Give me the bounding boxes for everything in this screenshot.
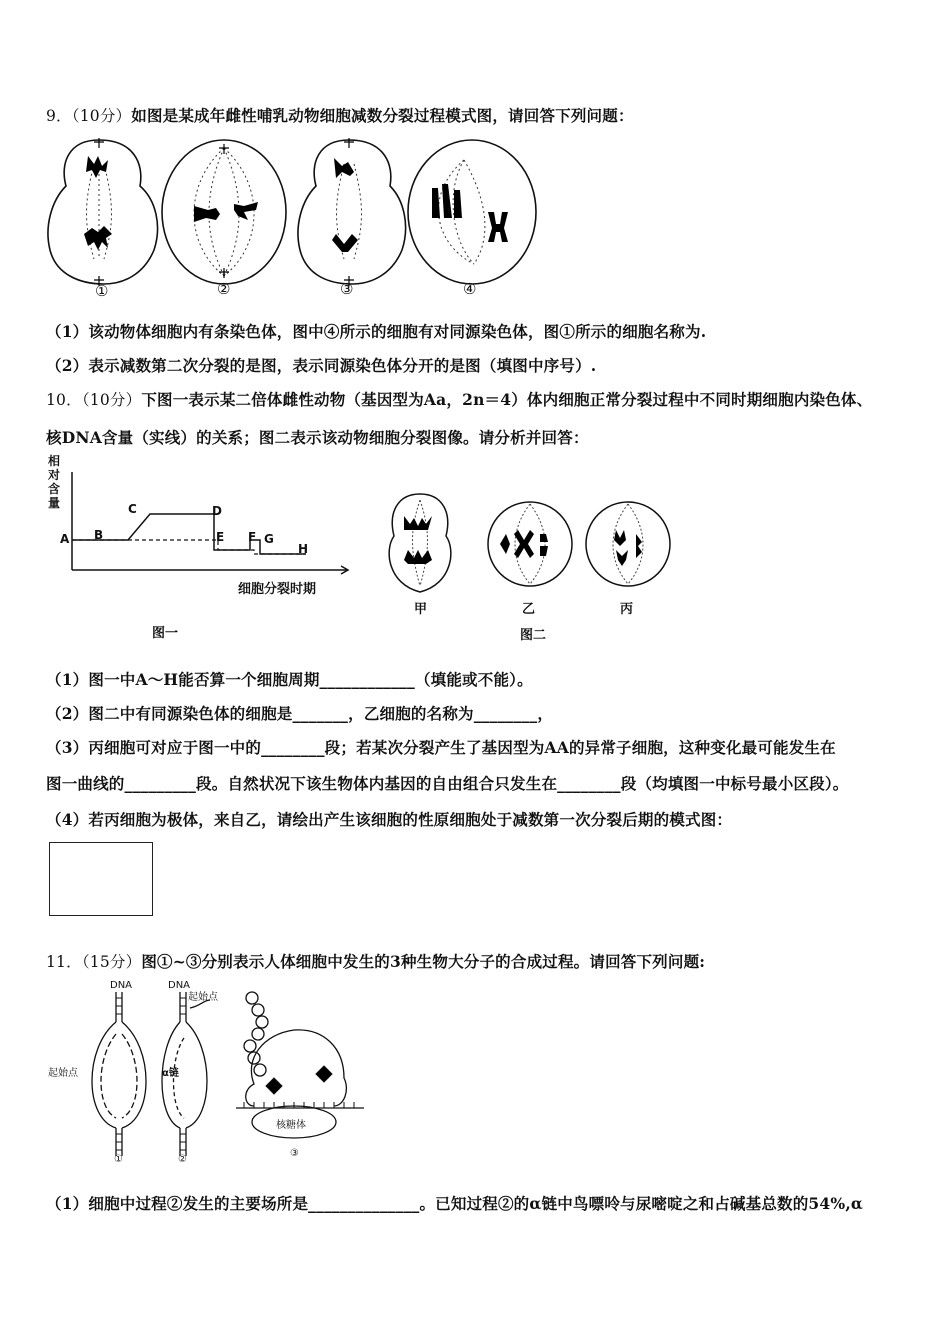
q9-sub2: （2）表示减数第二次分裂的是图，表示同源染色体分开的是图（填图中序号）. [46, 356, 597, 375]
cell-3-membrane [298, 140, 406, 284]
q11-ribosome-label: 核糖体 [276, 1120, 306, 1131]
cell-3-chromosomes-top [334, 158, 354, 178]
fig1-point-E: E [216, 530, 225, 544]
q9-label-4: ④ [463, 280, 477, 298]
q9-label-2: ② [217, 280, 231, 298]
cell-2-membrane [162, 140, 286, 284]
fig1-point-A: A [60, 532, 70, 546]
q10-fig1 [42, 454, 362, 644]
fig1-point-G: G [264, 532, 274, 546]
q10-sub1: （1）图一中A～H能否算一个细胞周期____________（填能或不能）。 [46, 670, 533, 689]
cell-4-chromosomes-right [488, 212, 508, 242]
q10-sub3a: （3）丙细胞可对应于图一中的________段；若某次分裂产生了基因型为AA的异常子细胞，这种变化最可能发生在 [46, 738, 836, 757]
q10-sub2: （2）图二中有同源染色体的细胞是_______，乙细胞的名称为________， [46, 704, 554, 723]
fig1-point-B: B [94, 528, 104, 542]
q11-stem: 11．（15分）图①~③分别表示人体细胞中发生的3种生物大分子的合成过程。请回答下列问题: [46, 952, 706, 971]
cell-jia-label: 甲 [414, 602, 428, 617]
cell-1-chromosomes-bottom [84, 226, 112, 250]
q10-stem-2: 核DNA含量（实线）的关系；图二表示该动物细胞分裂图像。请分析并回答： [46, 428, 589, 447]
fig2-caption: 图二 [520, 628, 547, 643]
cell-4-membrane [408, 140, 536, 284]
q9-stem: 9．（10分）如图是某成年雌性哺乳动物细胞减数分裂过程模式图，请回答下列问题： [46, 106, 634, 125]
q11-alpha-chain: α链 [162, 1068, 179, 1079]
cell-bing-label: 丙 [620, 602, 634, 617]
fig1-point-F: F [248, 530, 257, 544]
q11-label-1: ① [114, 1154, 123, 1165]
q10-stem-1: 10．（10分）下图一表示某二倍体雌性动物（基因型为Aa，2n＝4）体内细胞正常分裂过程中不同时期细胞内染色体、 [46, 390, 873, 409]
cell-3-chromosomes-bottom [332, 234, 358, 252]
fig1-xlabel: 细胞分裂时期 [238, 582, 317, 597]
q10-sub3b: 图一曲线的_________段。自然状况下该生物体内基因的自由组合只发生在________段（均填图一中标号最小区段）。 [46, 774, 849, 793]
q9-label-3: ③ [340, 280, 354, 298]
q10-fig2 [380, 490, 680, 643]
fig1-caption: 图一 [152, 626, 179, 641]
fig1-ylabel: 相对含量 [48, 454, 61, 510]
cell-1-chromosomes-top [86, 156, 108, 178]
cell-1-membrane [48, 140, 158, 284]
q11-origin-2: 起始点 [188, 992, 218, 1003]
cell-jia [389, 494, 451, 592]
cell-2-chromosomes [194, 202, 258, 222]
q9-meiosis-figure [44, 134, 544, 304]
drawing-answer-box[interactable] [49, 842, 153, 916]
q11-label-2: ② [178, 1154, 187, 1165]
q11-sub1: （1）细胞中过程②发生的主要场所是______________。已知过程②的α链中鸟嘌呤与尿嘧啶之和占碱基总数的54%,α [46, 1194, 864, 1213]
q11-label-3: ③ [290, 1148, 299, 1159]
q10-sub4: （4）若丙细胞为极体，来自乙，请绘出产生该细胞的性原细胞处于减数第一次分裂后期的模式图： [46, 810, 733, 829]
ribosome-body [246, 1030, 347, 1106]
q11-figure [44, 978, 384, 1168]
q9-sub1: （1）该动物体细胞内有条染色体，图中④所示的细胞有对同源染色体，图①所示的细胞名称为. [46, 322, 707, 341]
cell-yi-label: 乙 [522, 602, 536, 617]
q11-dna-2: DNA [168, 980, 191, 991]
fig1-point-C: C [128, 502, 137, 516]
q9-label-1: ① [95, 282, 109, 300]
cell-4-chromosomes-left [432, 184, 462, 218]
fig1-point-H: H [298, 542, 309, 556]
cell-bing [586, 502, 670, 586]
fig1-point-D: D [212, 504, 222, 518]
q11-dna-1: DNA [110, 980, 133, 991]
q11-origin-1: 起始点 [48, 1068, 78, 1079]
